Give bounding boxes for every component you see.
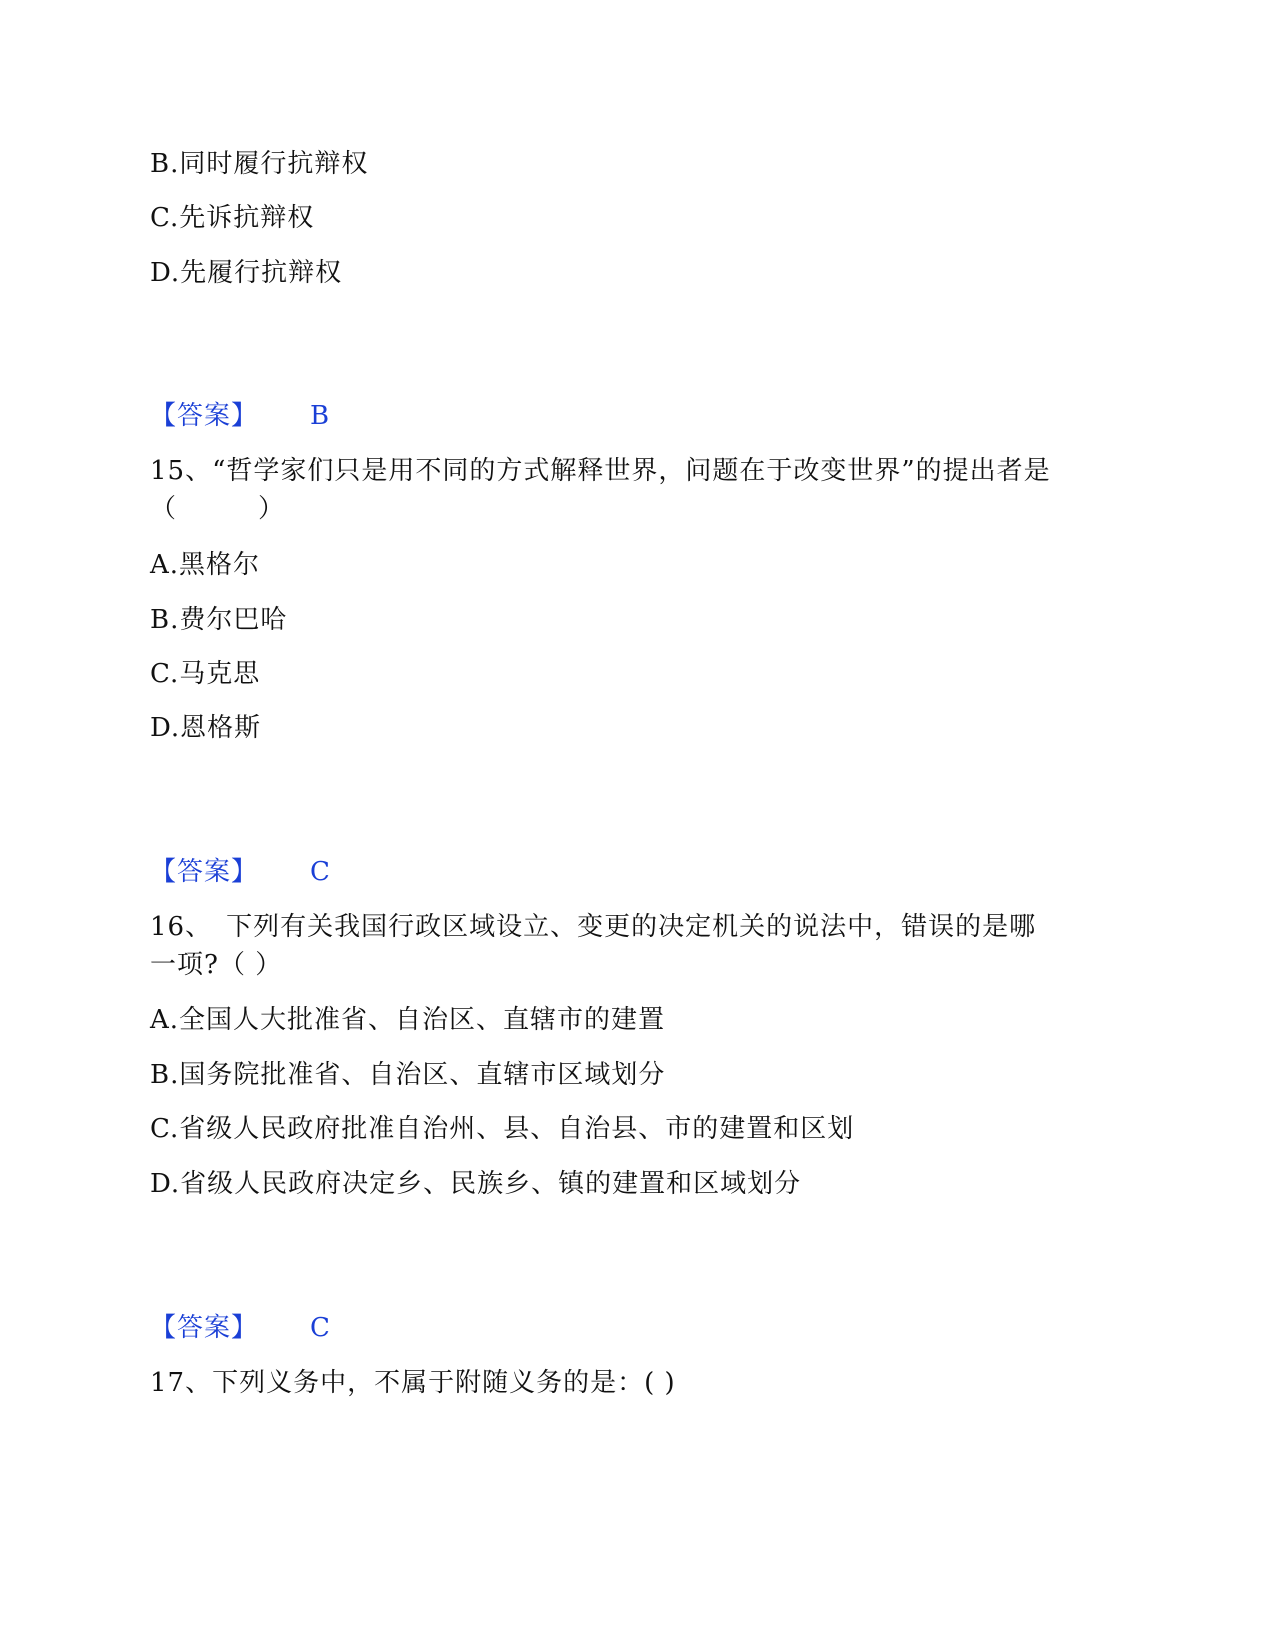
- answer-label: 【答案】: [150, 857, 259, 887]
- q16-option-b: B.国务院批准省、自治区、直辖市区域划分: [150, 1060, 666, 1090]
- answer-label: 【答案】: [150, 1313, 259, 1343]
- q16-option-a: A.全国人大批准省、自治区、直辖市的建置: [150, 1005, 666, 1035]
- q14-option-c: C.先诉抗辩权: [150, 203, 315, 233]
- q14-option-d: D.先履行抗辩权: [150, 258, 343, 288]
- q16-stem-line1: 16、 下列有关我国行政区域设立、变更的决定机关的说法中，错误的是哪: [150, 912, 1037, 942]
- q16-answer: [150, 1311, 331, 1345]
- q16-option-c: C.省级人民政府批准自治州、县、自治县、市的建置和区划: [150, 1114, 855, 1144]
- q14-answer: [150, 399, 330, 433]
- answer-value: B: [310, 401, 331, 431]
- q17-stem-line1: 17、下列义务中，不属于附随义务的是：( ): [150, 1368, 676, 1398]
- q15-option-c: C.马克思: [150, 659, 261, 689]
- q16-option-d: D.省级人民政府决定乡、民族乡、镇的建置和区域划分: [150, 1169, 802, 1199]
- q15-answer: [150, 855, 331, 889]
- q15-option-d: D.恩格斯: [150, 713, 262, 743]
- answer-label: 【答案】: [150, 401, 259, 431]
- q15-option-a: A.黑格尔: [150, 550, 261, 580]
- q15-option-b: B.费尔巴哈: [150, 605, 288, 635]
- q15-stem-line2: （ ）: [150, 494, 286, 524]
- q16-stem-line2: 一项?（ ）: [150, 950, 283, 980]
- answer-value: C: [310, 1313, 331, 1343]
- answer-value: C: [310, 857, 331, 887]
- q15-stem-line1: 15、“哲学家们只是用不同的方式解释世界，问题在于改变世界”的提出者是: [150, 456, 1051, 486]
- q14-option-b: B.同时履行抗辩权: [150, 149, 369, 179]
